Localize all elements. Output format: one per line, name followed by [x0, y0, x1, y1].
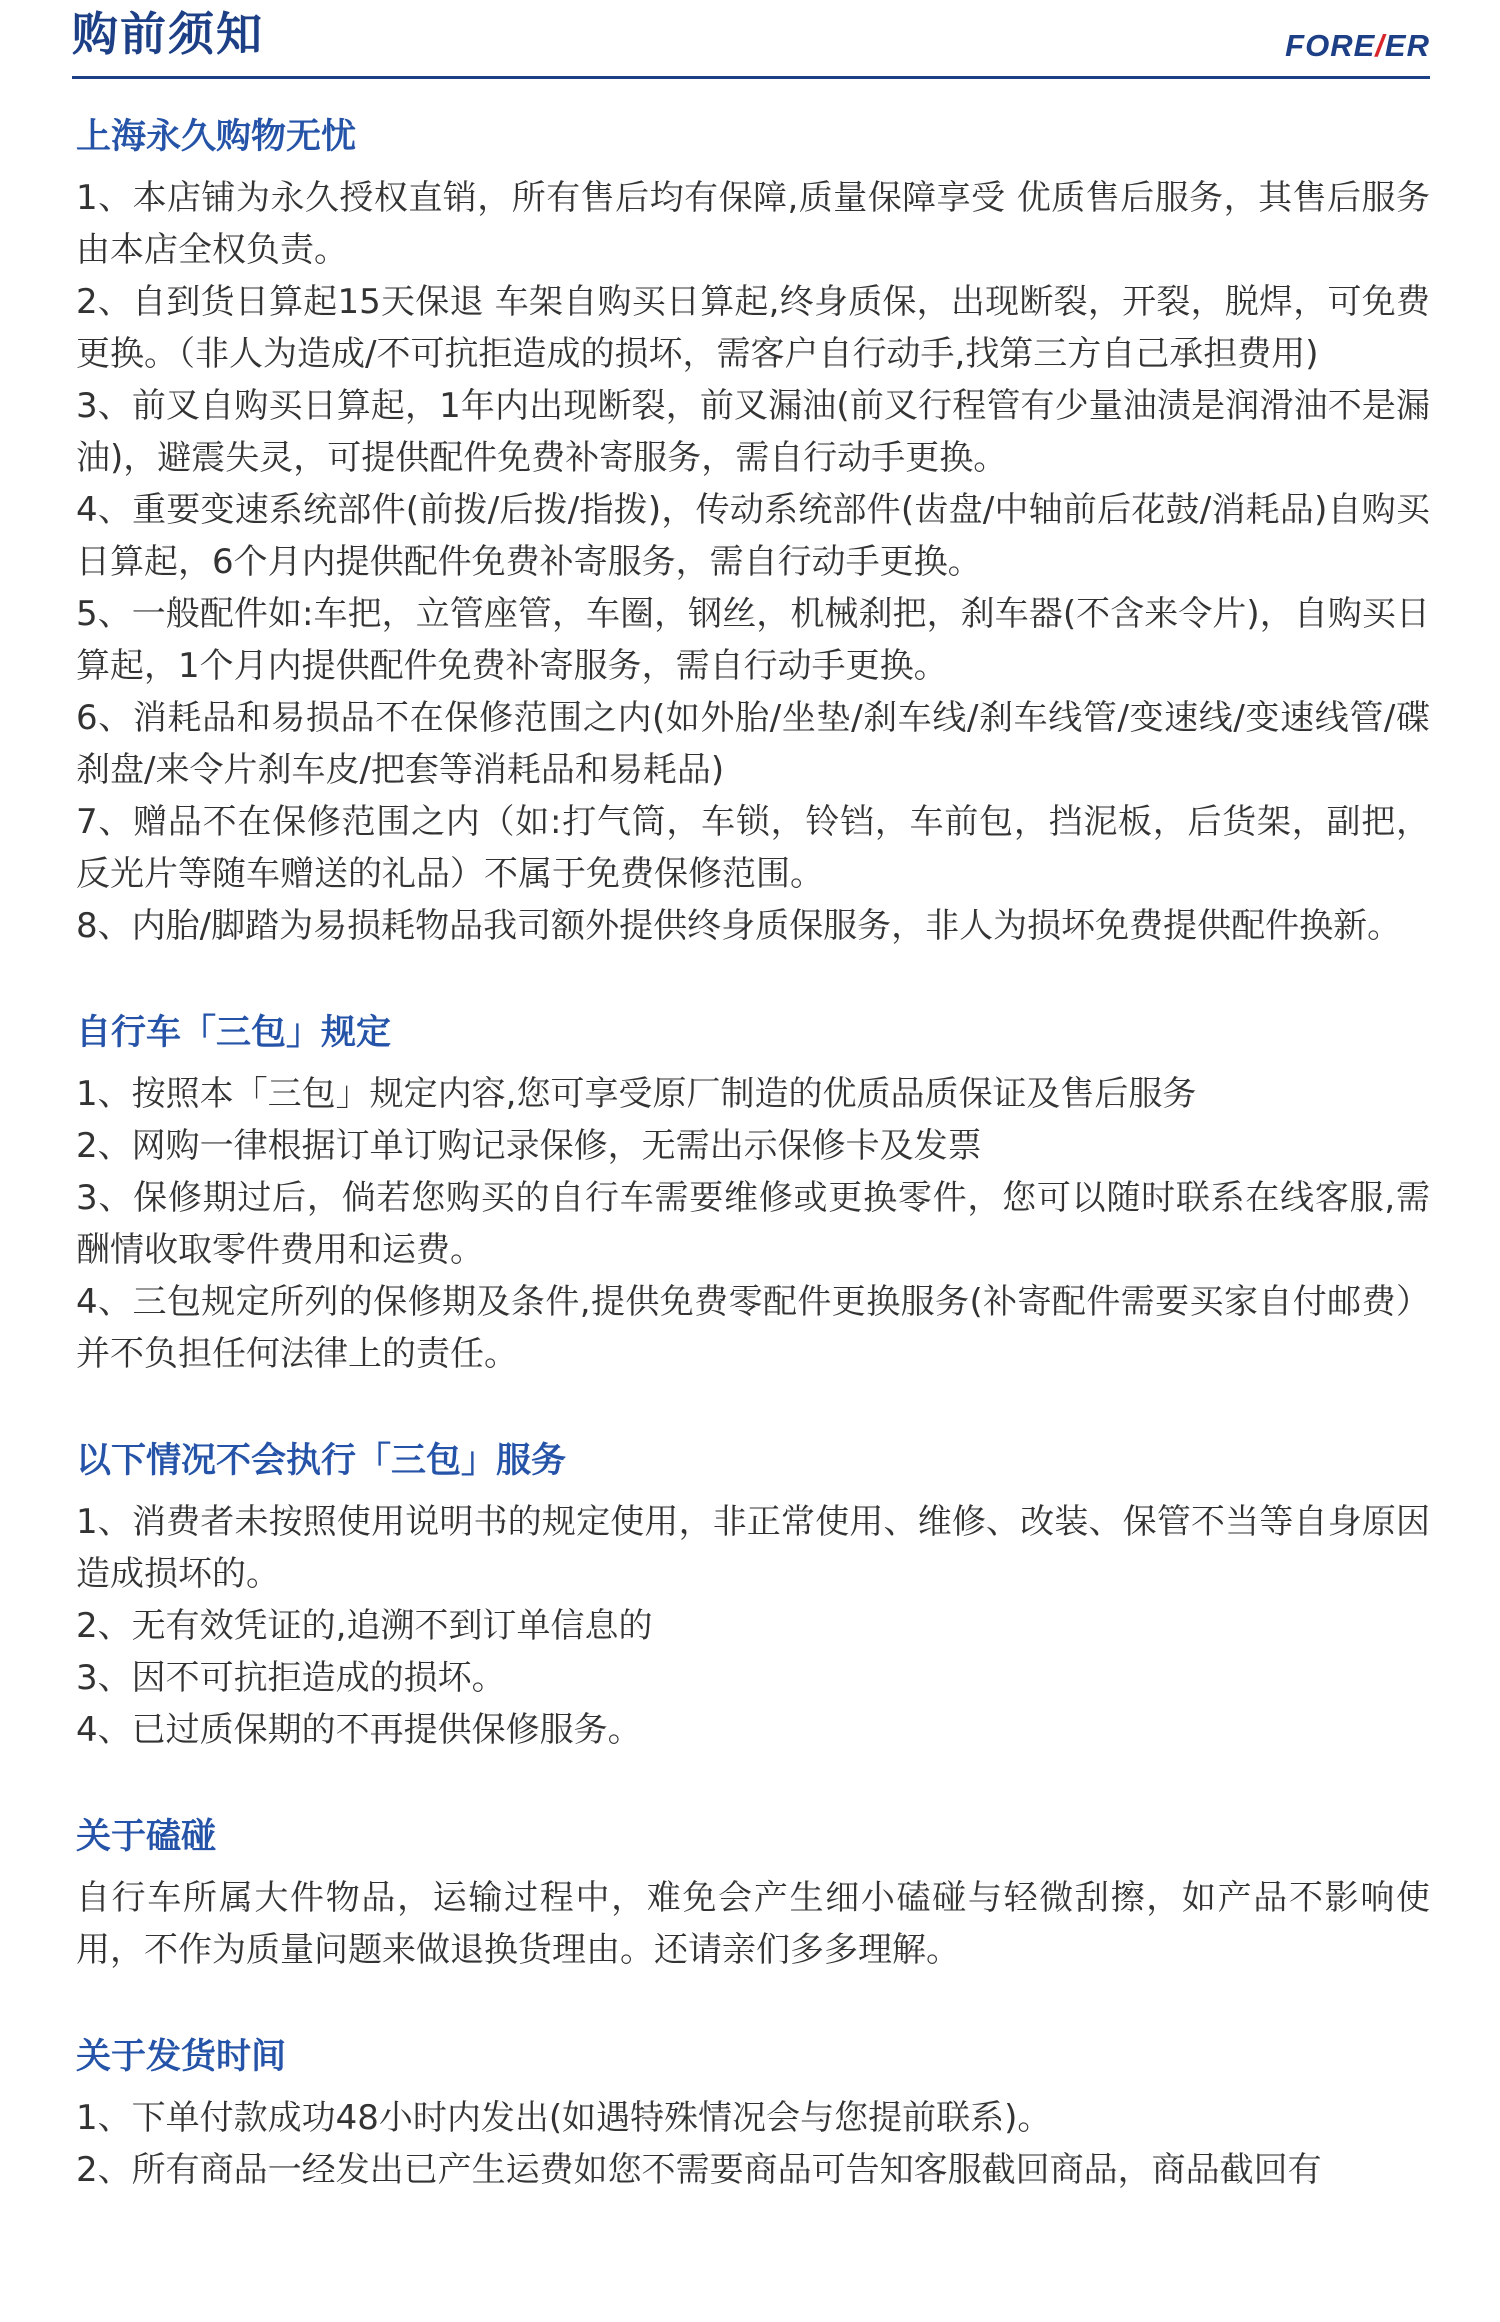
notice-item: 2、自到货日算起15天保退 车架自购买日算起,终身质保，出现断裂，开裂，脱焊，可免费更换。（非人为造成/不可抗拒造成的损坏，需客户自行动手,找第三方自己承担费用) [76, 282, 1430, 374]
notice-sections [76, 112, 1430, 2252]
notice-item: 1、下单付款成功48小时内发出(如遇特殊情况会与您提前联系)。 [76, 2098, 1052, 2138]
section-title: 上海永久购物无忧 [76, 117, 357, 157]
section-shopping-guarantee [76, 112, 1430, 952]
notice-item: 8、内胎/脚踏为易损耗物品我司额外提供终身质保服务，非人为损坏免费提供配件换新。 [76, 906, 1402, 946]
brand-logo-part: FORE [1285, 28, 1376, 63]
section-title: 以下情况不会执行「三包」服务 [76, 1441, 567, 1481]
section-shipping-time [76, 2032, 1430, 2196]
brand-logo [1285, 28, 1430, 64]
notice-item: 1、本店铺为永久授权直销，所有售后均有保障,质量保障享受 优质售后服务，其售后服务由本店全权负责。 [76, 178, 1430, 270]
section-exclusions [76, 1436, 1430, 1756]
notice-item: 1、消费者未按照使用说明书的规定使用，非正常使用、维修、改装、保管不当等自身原因造成损坏的。 [76, 1502, 1430, 1594]
brand-logo-mark: / [1375, 28, 1385, 63]
brand-logo-part: ER [1384, 28, 1430, 63]
notice-item: 4、重要变速系统部件(前拨/后拨/指拨)，传动系统部件(齿盘/中轴前后花鼓/消耗品)自购买日算起，6个月内提供配件免费补寄服务，需自行动手更换。 [76, 490, 1430, 582]
notice-item: 2、无有效凭证的,追溯不到订单信息的 [76, 1606, 653, 1646]
notice-item: 1、按照本「三包」规定内容,您可享受原厂制造的优质品质保证及售后服务 [76, 1074, 1197, 1114]
notice-item: 3、前叉自购买日算起，1年内出现断裂，前叉漏油(前叉行程管有少量油渍是润滑油不是漏油)，避震失灵，可提供配件免费补寄服务，需自行动手更换。 [76, 386, 1430, 478]
section-bumps [76, 1812, 1430, 1976]
notice-item: 3、因不可抗拒造成的损坏。 [76, 1658, 506, 1698]
notice-item: 7、赠品不在保修范围之内（如:打气筒，车锁，铃铛，车前包，挡泥板，后货架，副把，反光片等随车赠送的礼品）不属于免费保修范围。 [76, 802, 1430, 894]
section-title: 关于发货时间 [76, 2037, 287, 2077]
notice-item: 2、网购一律根据订单订购记录保修，无需出示保修卡及发票 [76, 1126, 982, 1166]
notice-item: 5、一般配件如:车把，立管座管，车圈，钢丝，机械刹把，刹车器(不含来令片)，自购买日算起，1个月内提供配件免费补寄服务，需自行动手更换。 [76, 594, 1430, 686]
page-header [72, 0, 1430, 79]
page-title: 购前须知 [72, 7, 264, 61]
section-title: 关于磕碰 [76, 1817, 217, 1857]
notice-item: 6、消耗品和易损品不在保修范围之内(如外胎/坐垫/刹车线/刹车线管/变速线/变速线管/碟刹盘/来令片刹车皮/把套等消耗品和易耗品) [76, 698, 1430, 790]
purchase-notice-page [72, 0, 1430, 2190]
notice-item: 4、已过质保期的不再提供保修服务。 [76, 1710, 642, 1750]
section-title: 自行车「三包」规定 [76, 1013, 392, 1053]
notice-item: 2、所有商品一经发出已产生运费如您不需要商品可告知客服截回商品，商品截回有 [76, 2150, 1322, 2190]
notice-item: 4、三包规定所列的保修期及条件,提供免费零配件更换服务(补寄配件需要买家自付邮费）并不负担任何法律上的责任。 [76, 1282, 1430, 1374]
notice-item: 3、保修期过后，倘若您购买的自行车需要维修或更换零件，您可以随时联系在线客服,需酬情收取零件费用和运费。 [76, 1178, 1430, 1270]
section-three-guarantees [76, 1008, 1430, 1380]
notice-item: 自行车所属大件物品，运输过程中，难免会产生细小磕碰与轻微刮擦，如产品不影响使用，不作为质量问题来做退换货理由。还请亲们多多理解。 [76, 1878, 1430, 1970]
